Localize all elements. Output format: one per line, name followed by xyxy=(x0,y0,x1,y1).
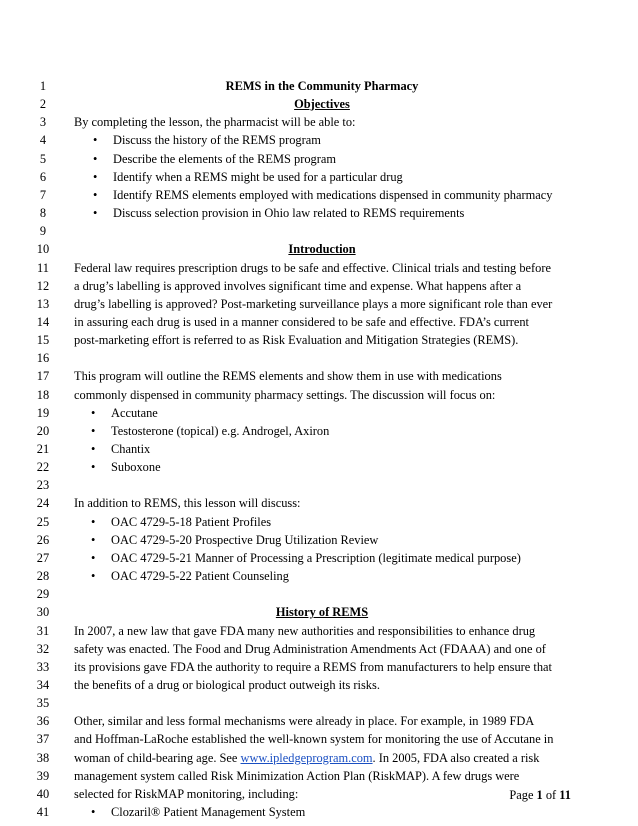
bullet-icon: • xyxy=(93,206,98,220)
line-number: 11 xyxy=(37,260,49,275)
link-prefix-text: woman of child-bearing age. See xyxy=(74,750,241,765)
line-number: 3 xyxy=(39,115,47,130)
line-number: 39 xyxy=(36,768,50,783)
document-line xyxy=(0,113,638,131)
document-line xyxy=(0,730,638,748)
document-line xyxy=(0,549,638,567)
line-number: 20 xyxy=(36,423,50,438)
line-number: 32 xyxy=(36,641,50,656)
document-line xyxy=(0,150,638,168)
line-number: 31 xyxy=(36,623,50,638)
paragraph-line: and Hoffman-LaRoche established the well-known system for monitoring the use of Accutane in xyxy=(74,732,554,747)
link-suffix-text: . In 2005, FDA also created a risk xyxy=(372,750,540,765)
footer-current-page: 1 xyxy=(536,788,543,802)
line-number: 2 xyxy=(39,97,47,112)
bullet-text: Accutane xyxy=(111,405,158,420)
document-line xyxy=(0,313,638,331)
bullet-text: Suboxone xyxy=(111,460,161,475)
bullet-icon: • xyxy=(93,133,98,148)
line-number: 24 xyxy=(36,496,50,511)
line-number: 33 xyxy=(36,659,50,674)
document-line xyxy=(0,349,638,367)
line-number: 16 xyxy=(36,351,50,366)
line-number: 26 xyxy=(36,532,50,547)
line-number: 36 xyxy=(36,714,50,729)
document-line xyxy=(0,476,638,494)
bullet-text: Identify REMS elements employed with medications dispensed in community pharmacy xyxy=(113,187,553,202)
bullet-text: Testosterone (topical) e.g. Androgel, Axiron xyxy=(111,423,330,438)
bullet-icon: • xyxy=(91,550,96,565)
document-line xyxy=(0,277,638,295)
line-number: 9 xyxy=(39,224,47,239)
line-number: 21 xyxy=(36,442,50,456)
bullet-text: Discuss the history of the REMS program xyxy=(113,133,321,148)
footer-middle: of xyxy=(542,788,560,802)
paragraph-line: management system called Risk Minimization Action Plan (RiskMAP). A few drugs were xyxy=(74,768,520,783)
document-line xyxy=(0,531,638,549)
document-line xyxy=(0,494,638,512)
document-line xyxy=(0,259,638,277)
line-number: 17 xyxy=(36,369,50,384)
document-line xyxy=(0,567,638,585)
line-number: 22 xyxy=(36,460,50,475)
bullet-text: Discuss selection provision in Ohio law related to REMS requirements xyxy=(113,206,465,220)
document-line xyxy=(0,658,638,676)
document-line xyxy=(0,712,638,730)
bullet-icon: • xyxy=(93,169,98,184)
bullet-icon: • xyxy=(93,187,98,202)
line-number: 19 xyxy=(36,405,50,420)
page-footer xyxy=(509,786,571,804)
bullet-text: OAC 4729-5-22 Patient Counseling xyxy=(111,569,289,583)
line-number: 40 xyxy=(36,786,50,801)
paragraph-line: post-marketing effort is referred to as Risk Evaluation and Mitigation Strategies (REMS). xyxy=(74,333,519,348)
paragraph-line: selected for RiskMAP monitoring, including: xyxy=(74,786,299,801)
line-number: 30 xyxy=(36,605,50,620)
document-line xyxy=(0,513,638,531)
line-number: 25 xyxy=(36,514,50,529)
paragraph-line: Other, similar and less formal mechanisms were already in place. For example, in 1989 FDA xyxy=(74,714,535,729)
footer-prefix: Page xyxy=(509,788,537,802)
document-line xyxy=(0,295,638,313)
paragraph-line: safety was enacted. The Food and Drug Administration Amendments Act (FDAAA) and one of xyxy=(74,641,546,656)
line-number: 4 xyxy=(39,133,47,148)
bullet-text: Describe the elements of the REMS program xyxy=(113,151,336,166)
paragraph-line: commonly dispensed in community pharmacy settings. The discussion will focus on: xyxy=(74,387,496,402)
document-line xyxy=(0,131,638,149)
bullet-icon: • xyxy=(91,460,96,475)
paragraph-line: In addition to REMS, this lesson will discuss: xyxy=(74,496,301,511)
document-line xyxy=(0,386,638,404)
paragraph-line: In 2007, a new law that gave FDA many new authorities and responsibilities to enhance drug xyxy=(74,623,536,638)
document-line xyxy=(0,222,638,240)
line-number: 27 xyxy=(36,550,50,565)
paragraph-line: in assuring each drug is used in a manner considered to be safe and effective. FDA’s current xyxy=(74,314,529,329)
document-line xyxy=(0,803,638,821)
document-line xyxy=(0,458,638,476)
document-line xyxy=(0,767,638,785)
bullet-text: Chantix xyxy=(111,442,151,456)
bullet-text: Identify when a REMS might be used for a particular drug xyxy=(113,169,403,184)
document-line xyxy=(0,240,638,258)
footer-total-pages: 11 xyxy=(559,788,571,802)
document-line xyxy=(0,186,638,204)
document-line xyxy=(0,640,638,658)
document-line xyxy=(0,404,638,422)
document-title: REMS in the Community Pharmacy xyxy=(225,79,419,93)
bullet-text: OAC 4729-5-20 Prospective Drug Utilization Review xyxy=(111,532,379,547)
document-line xyxy=(0,331,638,349)
line-number: 1 xyxy=(39,79,47,93)
document-line xyxy=(0,585,638,603)
line-number: 13 xyxy=(36,296,50,311)
line-number: 34 xyxy=(36,677,50,692)
ipledge-link[interactable]: www.ipledgeprogram.com xyxy=(240,750,373,765)
bullet-icon: • xyxy=(91,805,96,819)
bullet-text: OAC 4729-5-21 Manner of Processing a Prescription (legitimate medical purpose) xyxy=(111,550,521,565)
paragraph-line xyxy=(74,749,539,767)
line-number: 5 xyxy=(39,151,47,166)
document-line xyxy=(0,204,638,222)
paragraph-line: Federal law requires prescription drugs to be safe and effective. Clinical trials and testing before xyxy=(74,260,551,275)
document-line xyxy=(0,95,638,113)
bullet-icon: • xyxy=(91,532,96,547)
section-heading: Objectives xyxy=(294,97,350,112)
line-number: 41 xyxy=(36,805,50,819)
document-line xyxy=(0,676,638,694)
section-heading: History of REMS xyxy=(275,605,369,620)
line-number: 8 xyxy=(39,206,47,220)
line-number: 37 xyxy=(36,732,50,747)
line-number: 10 xyxy=(36,242,50,257)
line-number: 35 xyxy=(36,696,50,711)
bullet-icon: • xyxy=(91,405,96,420)
bullet-icon: • xyxy=(91,569,96,583)
document-line xyxy=(0,422,638,440)
line-number: 18 xyxy=(36,387,50,402)
document-line xyxy=(0,168,638,186)
line-number: 29 xyxy=(36,587,50,602)
line-number: 23 xyxy=(36,478,50,493)
line-number: 12 xyxy=(36,278,50,293)
line-number: 15 xyxy=(36,333,50,348)
document-line xyxy=(0,440,638,458)
paragraph-line: the benefits of a drug or biological product outweigh its risks. xyxy=(74,677,380,692)
paragraph-line: By completing the lesson, the pharmacist will be able to: xyxy=(74,115,356,130)
document-line xyxy=(0,749,638,767)
line-number: 7 xyxy=(39,187,47,202)
bullet-icon: • xyxy=(91,442,96,456)
line-number: 6 xyxy=(39,169,47,184)
line-number: 14 xyxy=(36,314,50,329)
paragraph-line: a drug’s labelling is approved involves significant time and expense. What happens after a xyxy=(74,278,522,293)
line-number: 38 xyxy=(36,750,50,765)
document-line xyxy=(0,694,638,712)
bullet-text: OAC 4729-5-18 Patient Profiles xyxy=(111,514,272,529)
paragraph-line: its provisions gave FDA the authority to require a REMS from manufacturers to help ensure that xyxy=(74,659,552,674)
bullet-text: Clozaril® Patient Management System xyxy=(111,805,306,819)
document-line xyxy=(0,367,638,385)
line-number: 28 xyxy=(36,569,50,583)
bullet-icon: • xyxy=(93,151,98,166)
section-heading: Introduction xyxy=(288,242,356,257)
document-line xyxy=(0,77,638,95)
document-line xyxy=(0,622,638,640)
paragraph-line: drug’s labelling is approved? Post-marketing surveillance plays a more significant role than ever xyxy=(74,296,553,311)
document-line xyxy=(0,603,638,621)
paragraph-line: This program will outline the REMS elements and show them in use with medications xyxy=(74,369,502,384)
bullet-icon: • xyxy=(91,514,96,529)
bullet-icon: • xyxy=(91,423,96,438)
